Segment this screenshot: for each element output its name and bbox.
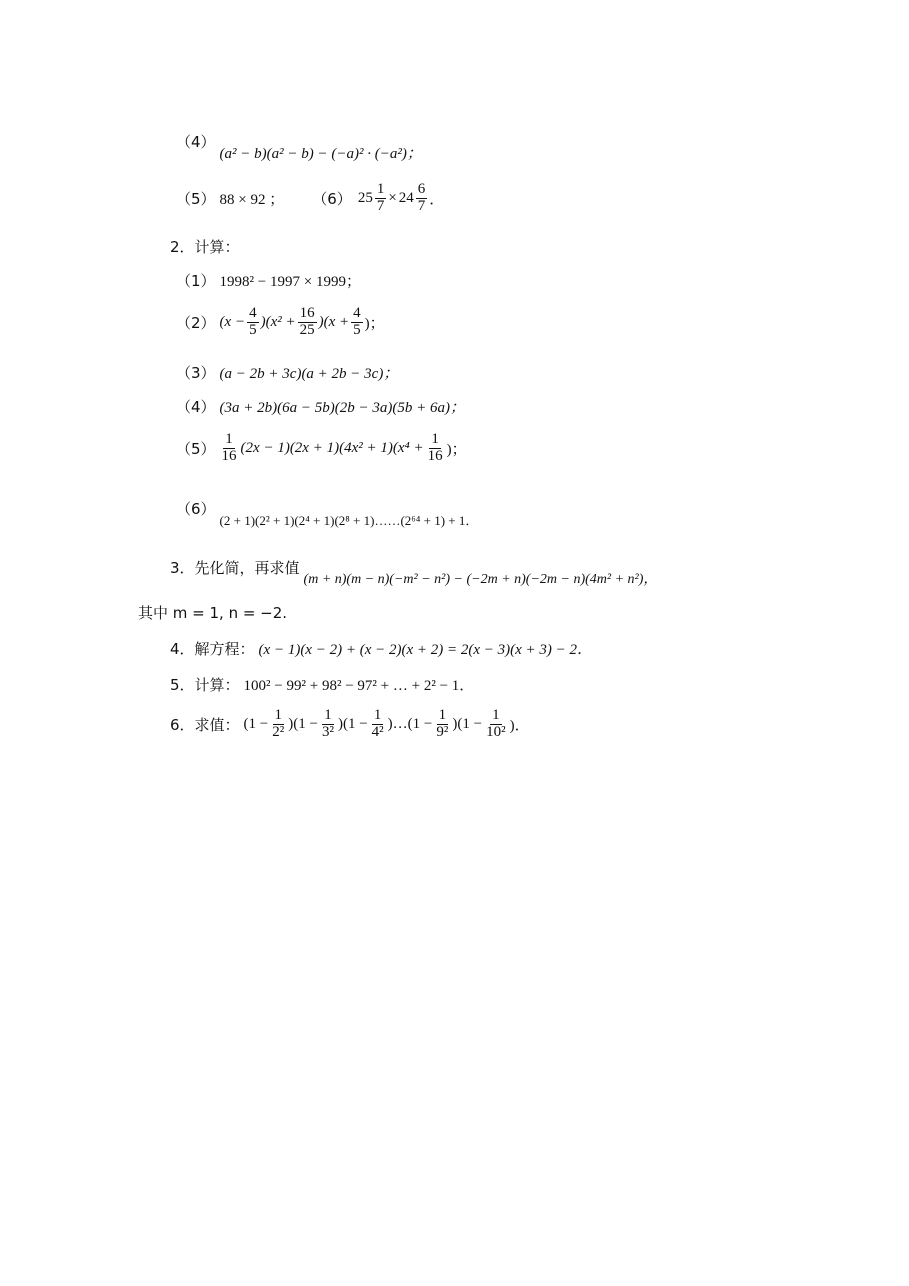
item-label: （6） [176, 500, 216, 518]
fraction: $\frac{1}{\text{4²}}$ [371, 707, 384, 740]
fraction: $\frac{1}{\text{10²}}$ [486, 707, 506, 740]
fraction: $\frac{4}{5}$ [353, 305, 361, 338]
math-expression: (2 + 1)(2² + 1)(2⁴ + 1)(2⁸ + 1)……(2⁶⁴ + 1) + 1． [219, 513, 479, 528]
math-expression: (m + n)(m − n)(−m² − n²) − (−2m + n)(−2m − n)(4m² + n²)， [303, 572, 658, 587]
fraction: $\frac{1}{16}$ [221, 431, 237, 464]
question-3 [170, 546, 657, 588]
item-label: （1） [176, 272, 216, 290]
question-2-title [170, 236, 240, 257]
fraction: $\frac{1}{7}$ [376, 181, 385, 214]
math-expression: (3a + 2b)(6a − 5b)(2b − 3a)(5b + 6a)； [219, 400, 465, 416]
item-2-5 [176, 432, 467, 465]
item-2-3 [176, 362, 398, 383]
fraction: $\frac{1}{\text{3²}}$ [321, 707, 334, 740]
math-expression: 100² − 99² + 98² − 97² + … + 2² − 1． [243, 678, 475, 694]
question-title: 4．解方程： [170, 640, 255, 658]
math-part: )(1 − [288, 715, 318, 732]
item-2-6 [176, 488, 478, 529]
math-part: )(x + [318, 313, 350, 330]
fraction: $\frac{1}{16}$ [427, 431, 443, 464]
question-3-continuation [138, 602, 287, 623]
period: ． [429, 191, 445, 208]
question-title: 2．计算： [170, 238, 240, 256]
math-part: )(1 − [337, 715, 368, 732]
math-expression: (x − 1)(x − 2) + (x − 2)(x + 2) = 2(x − 3)(x + 3) − 2． [258, 642, 593, 658]
math-part: )(x² + [260, 313, 296, 330]
math-part: )…(1 − [387, 715, 433, 732]
math-part: (x − [219, 313, 246, 330]
mixed-number-whole: 25 [357, 189, 373, 206]
mixed-number-whole: 24 [398, 189, 414, 206]
item-1-4 [176, 120, 422, 163]
question-5 [170, 674, 474, 695]
math-part: )． [509, 717, 530, 734]
item-2-2 [176, 306, 385, 339]
condition-text: 其中 m = 1, n = −2. [138, 604, 288, 622]
question-title: 6．求值： [170, 715, 240, 734]
math-part: (1 − [243, 715, 269, 732]
item-2-4 [176, 396, 465, 417]
math-part: )(1 − [452, 715, 483, 732]
item-label: （4） [176, 398, 216, 416]
item-label: （3） [176, 364, 216, 382]
item-1-5 [176, 182, 444, 215]
question-6 [170, 708, 530, 741]
fraction: $\frac{16}{25}$ [299, 305, 315, 338]
question-title: 5．计算： [170, 676, 240, 694]
item-label: （6） [312, 189, 352, 208]
fraction: $\frac{4}{5}$ [249, 305, 257, 338]
math-expression: (a² − b)(a² − b) − (−a)² · (−a²)； [219, 146, 422, 162]
fraction: $\frac{6}{7}$ [417, 181, 426, 214]
math-part: (2x − 1)(2x + 1)(4x² + 1)(x⁴ + [240, 439, 424, 456]
math-expression: 88 × 92 ； [219, 191, 285, 208]
item-2-1 [176, 270, 361, 291]
math-part: )； [364, 315, 385, 332]
math-expression: 1998² − 1997 × 1999； [219, 274, 361, 290]
fraction: $\frac{1}{\text{9²}}$ [436, 707, 449, 740]
math-part: )； [446, 441, 467, 458]
question-4 [170, 638, 592, 659]
item-label: （2） [176, 313, 216, 332]
item-label: （4） [176, 133, 216, 151]
item-label: （5） [176, 439, 216, 458]
question-title: 3．先化简，再求值 [170, 558, 300, 577]
item-label: （5） [176, 189, 216, 208]
times-sign: × [388, 189, 397, 206]
math-expression: (a − 2b + 3c)(a + 2b − 3c)； [219, 366, 399, 382]
fraction: $\frac{1}{\text{2²}}$ [272, 707, 285, 740]
